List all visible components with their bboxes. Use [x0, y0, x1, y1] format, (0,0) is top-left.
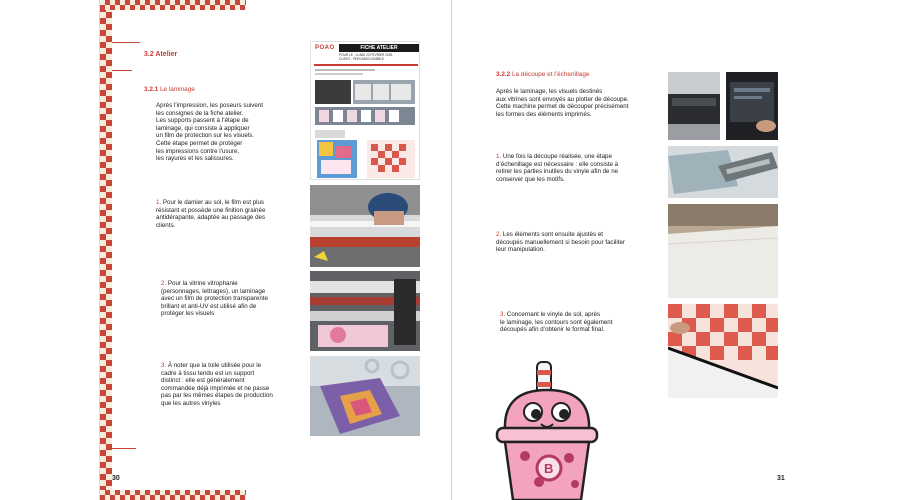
checker-border-top — [100, 0, 246, 10]
text-line: avec un film de protection transparente — [161, 295, 268, 303]
text-line: Après l’impression, les poseurs suivent — [156, 102, 263, 109]
sheet-title-band: FICHE ATELIER — [339, 44, 419, 52]
sheet-meta: POUR LE : LUNDI 23 FEVRIER 2026 CLIENT : PEEKABOO BUBBLE — [339, 53, 393, 61]
text-line: antidérapante, adaptée au passage des — [156, 214, 266, 222]
intro-paragraph — [156, 102, 263, 163]
mascot-badge-letter: B — [544, 461, 554, 476]
text-line: retirer les parties inutiles du vinyle afin de ne — [496, 168, 619, 176]
workshop-sheet-image — [310, 41, 420, 180]
point-2-paragraph — [161, 280, 268, 318]
margin-rule — [112, 448, 136, 449]
text-line: commandée déjà imprimée et ne passe — [161, 384, 270, 392]
text-line: les impressions contre l’usure, — [156, 147, 240, 155]
point-1-paragraph — [156, 199, 265, 229]
text-line: les rayures et les salissures. — [156, 155, 234, 163]
subsection-heading — [144, 86, 195, 93]
point-number: 1. — [156, 199, 162, 206]
point-2-paragraph — [496, 231, 625, 254]
subsection-number: 3.2.1 — [144, 86, 159, 93]
page-spread — [99, 0, 802, 500]
text-line: Après le laminage, les visuels destinés — [496, 88, 603, 95]
subsection-number: 3.2.2 — [496, 71, 511, 78]
point-number: 3. — [500, 311, 506, 318]
text-line: clients. — [156, 221, 176, 229]
intro-paragraph — [496, 88, 629, 118]
point-number: 1. — [496, 153, 502, 160]
plotter-photo-2 — [726, 72, 778, 140]
text-line: 1. Une fois la découpe réalisée, une étape — [496, 153, 612, 160]
page-31 — [453, 0, 803, 500]
text-line: Cette machine permet de découper précisément — [496, 103, 629, 111]
text-line: d’échenillage est nécessaire : elle consiste à — [496, 160, 619, 168]
text-line: un film de protection sur les visuels. — [156, 132, 255, 140]
page-number: 30 — [112, 475, 120, 482]
text-line: Cette étape permet de protéger — [156, 139, 243, 147]
point-number: 2. — [161, 280, 167, 287]
text-line: découpés afin d’obtenir le format final. — [500, 326, 605, 334]
page-number: 31 — [777, 475, 785, 482]
sheet-illustrations — [311, 42, 420, 180]
page-30 — [100, 0, 452, 500]
point-number: 3. — [161, 362, 167, 369]
margin-rule — [112, 70, 132, 71]
text-line: 3. À noter que la toile utilisée pour le — [161, 362, 262, 369]
fabric-photo — [310, 356, 420, 436]
text-line: Les supports passent à l’étape de — [156, 117, 249, 125]
checker-border-bottom — [100, 490, 246, 500]
point-3-paragraph — [161, 362, 273, 408]
trimming-photo — [668, 204, 778, 298]
text-line: protéger les visuels — [161, 310, 215, 318]
plotter-photo-1 — [668, 72, 720, 140]
subsection-title: La découpe et l’échenillage — [512, 71, 590, 78]
text-line: (personnages, lettrages), un laminage — [161, 287, 266, 295]
point-1-paragraph — [496, 153, 618, 183]
text-line: les formes des éléments imprimés. — [496, 110, 592, 118]
laminating-photo-1 — [310, 185, 420, 267]
text-line: brillant et anti-UV est utilisé afin de — [161, 302, 257, 310]
text-line: 1. Pour le damier au sol, le film est plus — [156, 199, 264, 206]
text-line: 2. Les éléments sont ensuite ajustés et — [496, 231, 603, 238]
laminating-photo-2 — [310, 271, 420, 351]
text-line: découpés manuellement si besoin pour faciliter — [496, 238, 625, 246]
floor-vinyl-photo — [668, 304, 778, 398]
weeding-photo — [668, 146, 778, 198]
sheet-logo: POAO — [315, 45, 335, 51]
point-3-paragraph — [500, 311, 612, 334]
text-line: 2. Pour la vitrine vitrophanie — [161, 280, 238, 287]
text-line: les consignes de la fiche atelier. — [156, 109, 244, 117]
text-line: pas par les mêmes étapes de production — [161, 392, 273, 400]
section-title: 3.2 Atelier — [144, 51, 178, 58]
margin-rule — [112, 42, 140, 43]
mascot-illustration — [483, 360, 613, 500]
text-line: laminage, qui consiste à appliquer — [156, 124, 250, 132]
subsection-title: Le laminage — [160, 86, 195, 93]
checker-border-left — [100, 0, 112, 500]
text-line: conserver que les motifs. — [496, 175, 565, 183]
text-line: le laminage, les contours sont également — [500, 318, 613, 326]
text-line: que les autres vinyles — [161, 399, 221, 407]
text-line: résistant et possède une finition grainée — [156, 206, 266, 214]
point-number: 2. — [496, 231, 502, 238]
text-line: cadre à tissu tendu est un support — [161, 369, 255, 377]
subsection-heading — [496, 71, 589, 78]
text-line: aux vitrines sont envoyés au plotter de découpe. — [496, 95, 629, 103]
text-line: distinct : elle est généralement — [161, 377, 245, 385]
text-line: 3. Concernant le vinyle de sol, après — [500, 311, 601, 318]
text-line: leur manipulation. — [496, 246, 545, 254]
